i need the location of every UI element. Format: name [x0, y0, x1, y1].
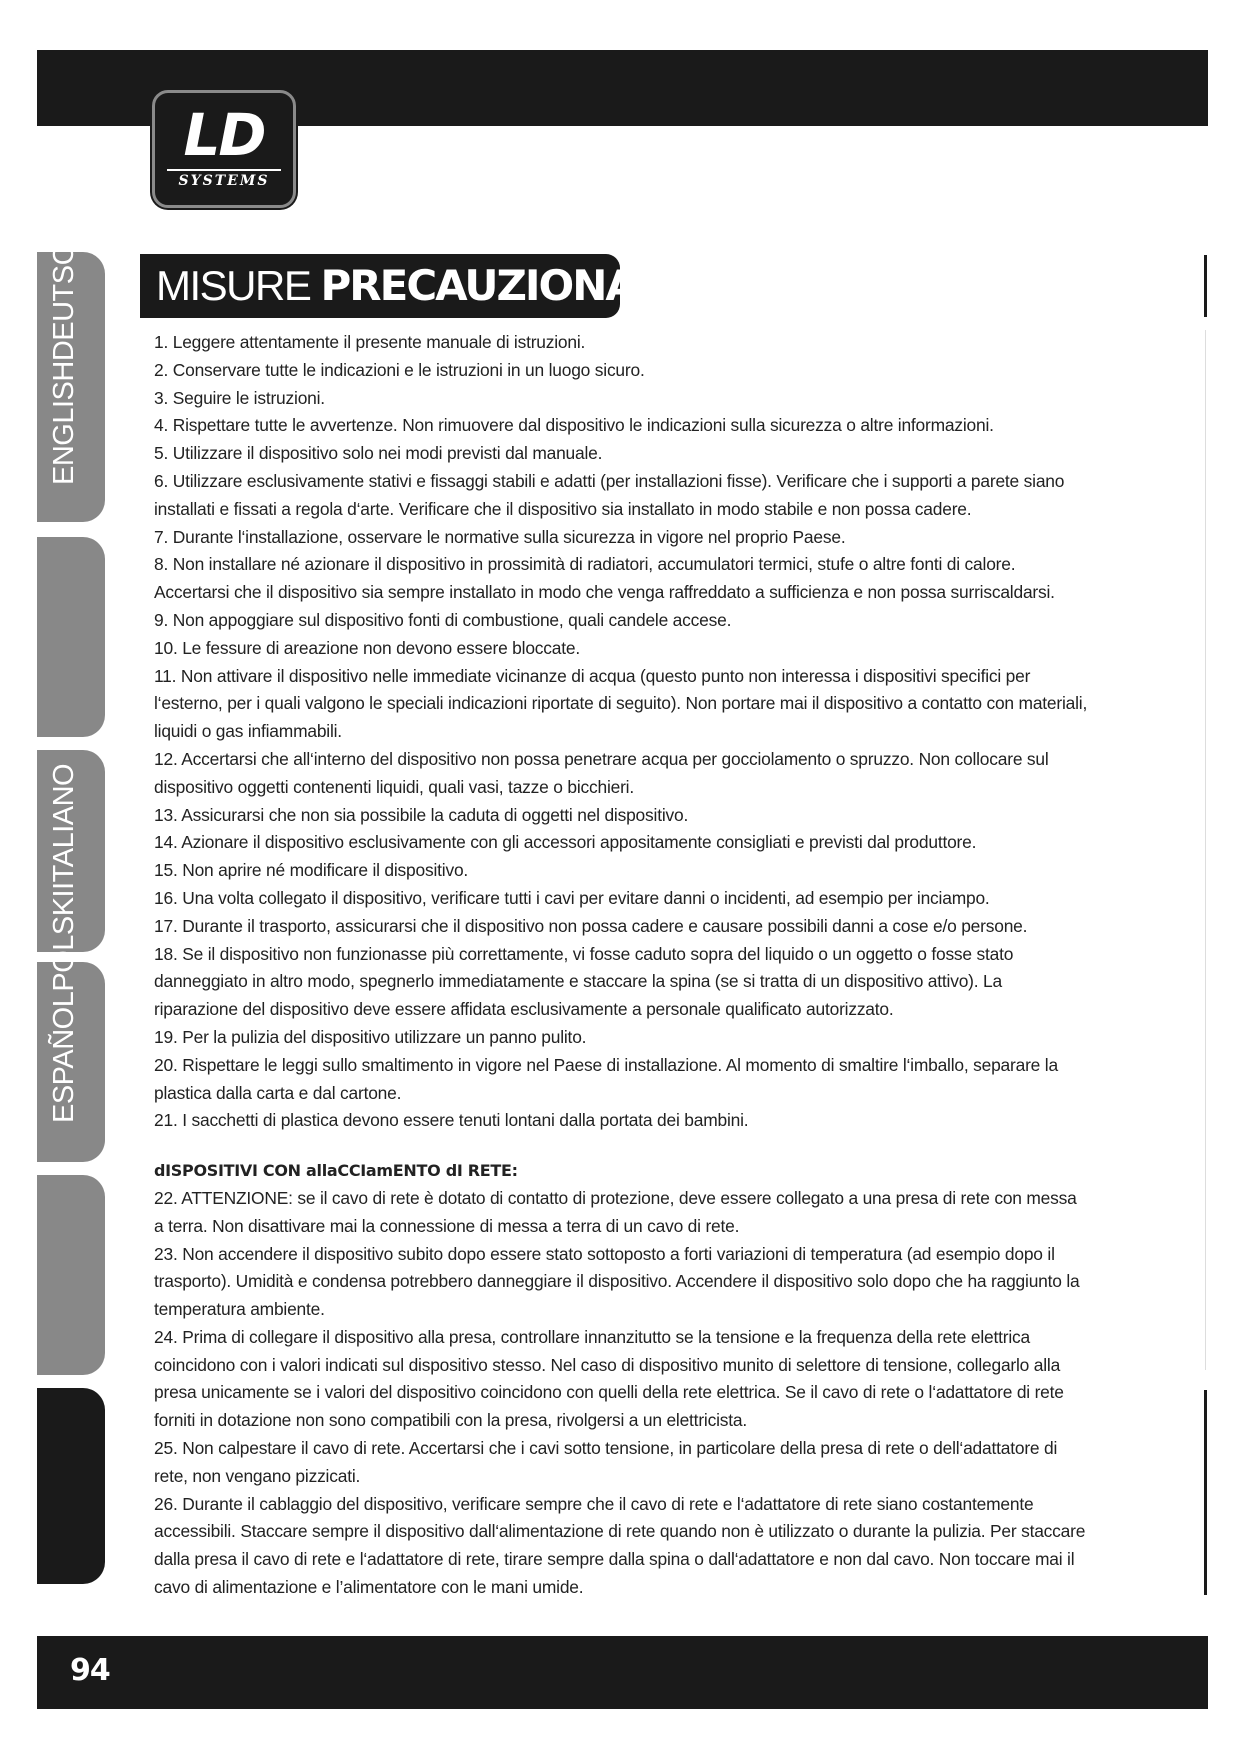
precaution-item: 15. Non aprire né modificare il dispositivo.: [154, 860, 469, 881]
precaution-item: 4. Rispettare tutte le avvertenze. Non rimuovere dal dispositivo le indicazioni sulla sicurezza o altre informazioni.: [154, 415, 994, 436]
mains-item: 24. Prima di collegare il dispositivo alla presa, controllare innanzitutto se la tensione e la frequenza della rete elettrica coincidono con i valori indicati sul dispositivo stesso. Nel caso di dispositivo munito di selettore di tensione, collegarlo alla presa unicamente se i valori del dispositivo coincidono con quelli della rete elettrica. Se il cavo di rete o l‘adattatore di rete forniti in dotazione non sono compatibili con la presa, rivolgersi a un elettricista.: [154, 1326, 1064, 1431]
mains-item: 26. Durante il cablaggio del dispositivo, verificare sempre che il cavo di rete e l‘adattatore di rete siano costantemente accessibili. Staccare sempre il dispositivo dall‘alimentazione di rete quando non è utilizzato o durante la pulizia. Per staccare dalla presa il cavo di rete e l‘adattatore di rete, tirare sempre dalla spina o dall‘adattatore e non dal cavo. Non toccare mai il cavo di alimentazione e l’alimentatore con le mani umide.: [154, 1493, 1086, 1598]
precaution-item: 8. Non installare né azionare il dispositivo in prossimità di radiatori, accumulatori termici, stufe o altre fonti di calore. Accertarsi che il dispositivo sia sempre installato in modo che venga raffreddato a sufficienza e non possa surriscaldarsi.: [154, 554, 1055, 603]
precautions-list: [154, 329, 1089, 1602]
side-label-espanol-polski-italiano: ESPAÑOLPOLSKIITALIANO: [48, 763, 80, 1123]
precaution-item: 18. Se il dispositivo non funzionasse più correttamente, vi fosse caduto sopra del liquido o un oggetto o fosse stato danneggiato in altro modo, spegnerlo immediatamente e staccare la spina (se si tratta di un dispositivo attivo). La riparazione del dispositivo deve essere affidata esclusivamente a personale qualificato autorizzato.: [154, 943, 1014, 1020]
right-margin-rule: [1205, 330, 1206, 1370]
precaution-item: 16. Una volta collegato il dispositivo, verificare tutti i cavi per evitare danni o incidenti, ad esempio per inciampo.: [154, 887, 990, 908]
precaution-item: 21. I sacchetti di plastica devono essere tenuti lontani dalla portata dei bambini.: [154, 1110, 749, 1131]
section-heading: [156, 260, 684, 312]
precaution-item: 11. Non attivare il dispositivo nelle immediate vicinanze di acqua (questo punto non interessa i dispositivi specifici per l‘esterno, per i quali valgono le speciali indicazioni riportate di seguito). Non portare mai il dispositivo a contatto con materiali, liquidi o gas infiammabili.: [154, 665, 1088, 742]
right-margin-marker-bottom: [1204, 1390, 1207, 1595]
precaution-item: 20. Rispettare le leggi sullo smaltimento in vigore nel Paese di installazione. Al momento di smaltire l‘imballo, separare la plastica dalla carta e dal cartone.: [154, 1054, 1058, 1103]
language-tab-5[interactable]: [37, 1175, 105, 1375]
precaution-item: 6. Utilizzare esclusivamente stativi e fissaggi stabili e adatti (per installazioni fisse). Verificare che i supporti a parete siano installati e fissati a regola d‘arte. Verificare che il dispositivo sia installato in modo stabile e non possa cadere.: [154, 470, 1065, 519]
mains-devices-subheading: dISPOSITIVI CON allaCCIamENTO dI RETE:: [154, 1161, 518, 1181]
mains-item: 23. Non accendere il dispositivo subito dopo essere stato sottoposto a forti variazioni di temperatura (ad esempio dopo il trasporto). Umidità e condensa potrebbero danneggiare il dispositivo. Accendere il dispositivo solo dopo che ha raggiunto la temperatura ambiente.: [154, 1243, 1080, 1320]
heading-suffix: :: [674, 262, 685, 309]
precaution-item: 1. Leggere attentamente il presente manuale di istruzioni.: [154, 332, 586, 352]
mains-item: 25. Non calpestare il cavo di rete. Accertarsi che i cavi sotto tensione, in particolare della presa di rete o dell‘adattatore di rete, non vengano pizzicati.: [154, 1438, 1058, 1486]
precaution-item: 5. Utilizzare il dispositivo solo nei modi previsti dal manuale.: [154, 443, 603, 464]
side-label-english-deutsch: ENGLISHDEUTSCH: [48, 224, 80, 485]
footer-bar: [37, 1636, 1208, 1709]
mains-item: 22. ATTENZIONE: se il cavo di rete è dotato di contatto di protezione, deve essere collegato a una presa di rete con messa a terra. Non disattivare mai la connessione di messa a terra di un cavo di rete.: [154, 1187, 1077, 1236]
precaution-item: 9. Non appoggiare sul dispositivo fonti di combustione, quali candele accese.: [154, 609, 732, 630]
logo-subtitle-text: SYSTEMS: [167, 169, 281, 189]
precaution-item: 10. Le fessure di areazione non devono essere bloccate.: [154, 637, 580, 658]
precaution-item: 2. Conservare tutte le indicazioni e le istruzioni in un luogo sicuro.: [154, 359, 645, 380]
page-number: 94: [70, 1653, 110, 1688]
heading-bold: PRECAUZIONALI: [320, 261, 675, 310]
logo-brand-text: LD: [183, 101, 265, 169]
precaution-item: 19. Per la pulizia del dispositivo utilizzare un panno pulito.: [154, 1026, 587, 1047]
language-tab-active[interactable]: [37, 1388, 105, 1584]
precaution-item: 3. Seguire le istruzioni.: [154, 387, 325, 408]
language-tab-2[interactable]: [37, 537, 105, 737]
precaution-item: 13. Assicurarsi che non sia possibile la caduta di oggetti nel dispositivo.: [154, 804, 689, 825]
heading-light: MISURE: [156, 262, 321, 309]
precaution-item: 12. Accertarsi che all‘interno del dispositivo non possa penetrare acqua per gocciolamento o spruzzo. Non collocare sul dispositivo oggetti contenenti liquidi, quali vasi, tazze o bicchieri.: [154, 748, 1049, 797]
right-margin-marker: [1204, 255, 1207, 317]
ld-systems-logo: [152, 90, 296, 208]
section-heading-box: [140, 254, 685, 318]
precaution-item: 7. Durante l‘installazione, osservare le normative sulla sicurezza in vigore nel proprio Paese.: [154, 526, 846, 547]
precaution-item: 17. Durante il trasporto, assicurarsi che il dispositivo non possa cadere e causare possibili danni a cose e/o persone.: [154, 915, 1028, 936]
precaution-item: 14. Azionare il dispositivo esclusivamente con gli accessori appositamente consigliati e previsti dal produttore.: [154, 832, 977, 853]
